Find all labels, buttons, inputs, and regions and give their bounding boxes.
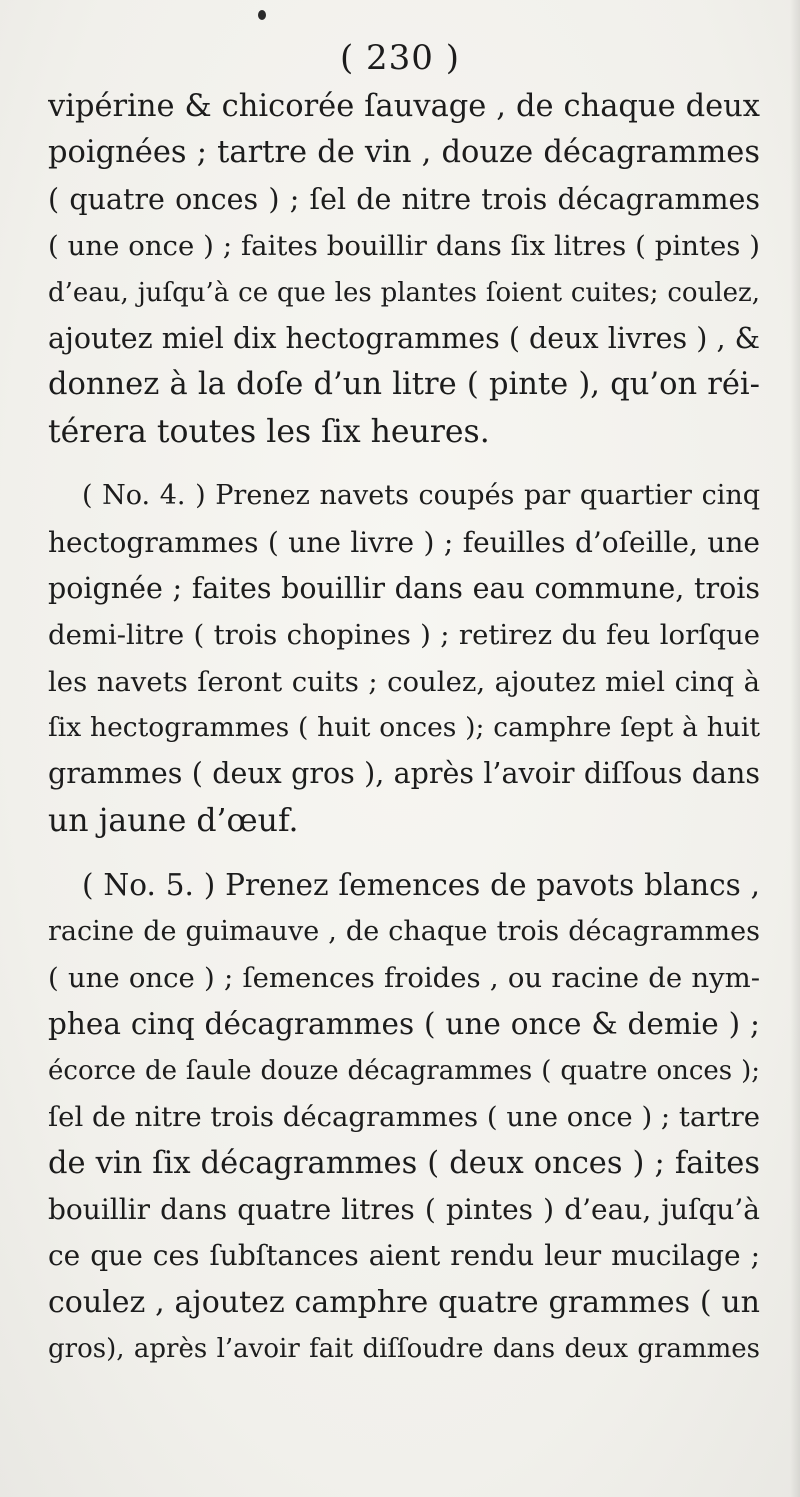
text-line: térera toutes les ſix heures. bbox=[48, 413, 490, 450]
text-line: hectogrammes ( une livre ) ; feuilles d’oſeille, une bbox=[48, 525, 760, 559]
text-line: de vin ſix décagrammes ( deux onces ) ; faites bbox=[48, 1145, 760, 1181]
text-line: ( No. 4. ) Prenez navets coupés par quartier cinq bbox=[82, 480, 760, 512]
text-line: ( une once ) ; ſemences froides , ou racine de nym- bbox=[48, 962, 760, 995]
text-line: ( une once ) ; faites bouillir dans ſix litres ( pintes ) bbox=[48, 230, 760, 263]
text-line: un jaune d’œuf. bbox=[48, 802, 299, 839]
text-line: bouillir dans quatre litres ( pintes ) d’eau, juſqu’à bbox=[48, 1192, 760, 1226]
page-edge-shadow bbox=[790, 0, 800, 1497]
text-line: ( No. 5. ) Prenez ſemences de pavots blancs , bbox=[82, 868, 760, 903]
paragraph-no-4 bbox=[48, 473, 760, 844]
text-line: ce que ces ſubſtances aient rendu leur mucilage ; bbox=[48, 1239, 760, 1273]
text-line: ſel de nitre trois décagrammes ( une once ) ; tartre bbox=[48, 1101, 760, 1134]
paragraph-gap bbox=[48, 455, 760, 473]
paragraph-no-5 bbox=[48, 862, 760, 1372]
text-line: demi-litre ( trois chopines ) ; retirez du feu lorſque bbox=[48, 619, 760, 652]
text-line: coulez , ajoutez camphre quatre grammes ( un bbox=[48, 1284, 760, 1320]
text-line: poignée ; faites bouillir dans eau commune, trois bbox=[48, 571, 760, 605]
text-line: phea cinq décagrammes ( une once & demie ) ; bbox=[48, 1007, 760, 1042]
ink-speck bbox=[258, 10, 266, 20]
text-line: écorce de ſaule douze décagrammes ( quatre onces ); bbox=[48, 1055, 760, 1086]
text-line: ( quatre onces ) ; ſel de nitre trois décagrammes bbox=[48, 182, 760, 216]
text-line: d’eau, juſqu’à ce que les plantes ſoient cuites; coulez, bbox=[48, 277, 760, 308]
paragraph-gap bbox=[48, 844, 760, 862]
text-line: grammes ( deux gros ), après l’avoir diſſous dans bbox=[48, 757, 760, 791]
text-line: vipérine & chicorée ſauvage , de chaque deux bbox=[48, 89, 760, 124]
text-line: les navets ſeront cuits ; coulez, ajoutez miel cinq à bbox=[48, 665, 760, 698]
text-line: donnez à la doſe d’un litre ( pinte ), qu’on réi- bbox=[48, 367, 760, 403]
text-line: racine de guimauve , de chaque trois décagrammes bbox=[48, 915, 760, 947]
text-line: poignées ; tartre de vin , douze décagrammes bbox=[48, 135, 760, 171]
text-line: gros), après l’avoir fait diſſoudre dans deux grammes bbox=[48, 1334, 760, 1365]
body-text bbox=[48, 84, 760, 1373]
paragraph-continuation bbox=[48, 84, 760, 455]
page-number: ( 230 ) bbox=[339, 38, 461, 78]
text-line: ajoutez miel dix hectogrammes ( deux livres ) , & bbox=[48, 321, 760, 355]
text-line: ſix hectogrammes ( huit onces ); camphre ſept à huit bbox=[48, 712, 760, 744]
